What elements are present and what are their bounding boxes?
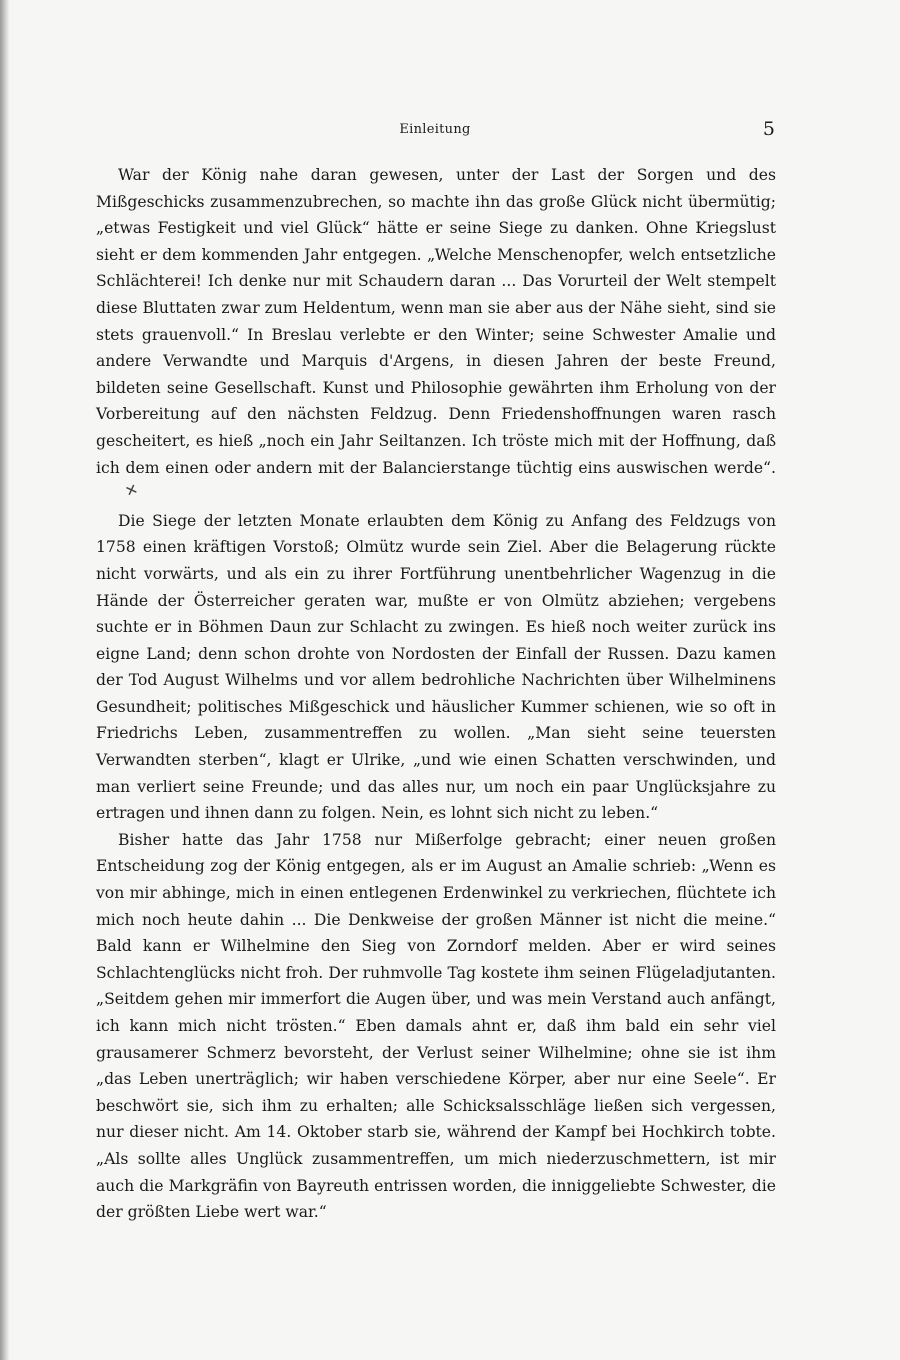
- page-number: 5: [762, 118, 775, 140]
- paragraph: [96, 508, 776, 827]
- body-text: [96, 162, 776, 1226]
- paragraph-text: Die Siege der letzten Monate erlaubten dem König zu Anfang des Feldzugs von 1758 einen kräftigen Vorstoß; Olmütz wurde sein Ziel. Aber die Belagerung rückte nicht vorwärts, und als ein zu ihrer Fortführung unentbehrlicher Wagenzug in die Hände der Österreicher geraten war, mußte er von Olmütz abziehen; vergebens suchte er in Böhmen Daun zur Schlacht zu zwingen. Es hieß noch weiter zurück ins eigne Land; denn schon drohte von Nordosten der Einfall der Russen. Dazu kamen der Tod August Wilhelms und vor allem bedrohliche Nachrichten über Wilhelminens Gesundheit; politisches Mißgeschick und häuslicher Kummer schienen, wie so oft in Friedrichs Leben, zusammentreffen zu wollen. „Man sieht seine teuersten Verwandten sterben“, klagt er Ulrike, „und wie einen Schatten verschwinden, und man verliert seine Freunde; und das alles nur, um noch ein paar Unglücksjahre zu ertragen und ihnen dann zu folgen. Nein, es lohnt sich nicht zu leben.“: [96, 511, 776, 823]
- paragraph-text: War der König nahe daran gewesen, unter der Last der Sorgen und des Mißgeschicks zusammenzubrechen, so machte ihn das große Glück nicht übermütig; „etwas Festigkeit und viel Glück“ hätte er seine Siege zu danken. Ohne Kriegslust sieht er dem kommenden Jahr entgegen. „Welche Menschenopfer, welch entsetzliche Schlächterei! Ich denke nur mit Schaudern daran ... Das Vorurteil der Welt stempelt diese Bluttaten zwar zum Heldentum, wenn man sie aber aus der Nähe sieht, sind sie stets grauenvoll.“ In Breslau verlebte er den Winter; seine Schwester Amalie und andere Verwandte und Marquis d'Argens, in diesen Jahren der beste Freund, bildeten seine Gesellschaft. Kunst und Philosophie gewährten ihm Erholung von der Vorbereitung auf den nächsten Feldzug. Denn Friedenshoffnungen waren rasch gescheitert, es hieß „noch ein Jahr Seiltanzen. Ich tröste mich mit der Hoffnung, daß ich dem einen oder andern mit der Balancierstange tüchtig eins auswischen werde“.: [96, 166, 776, 477]
- page-header: [95, 118, 775, 142]
- paragraph-text: Bisher hatte das Jahr 1758 nur Mißerfolge gebracht; einer neuen großen Entscheidung zog der König entgegen, als er im August an Amalie schrieb: „Wenn es von mir abhinge, mich in einen entlegenen Erdenwinkel zu verkriechen, flüchtete ich mich noch heute dahin ... Die Denkweise der großen Männer ist nicht die meine.“ Bald kann er Wilhelmine den Sieg von Zorndorf melden. Aber er wird seines Schlachtenglücks nicht froh. Der ruhmvolle Tag kostete ihm seinen Flügeladjutanten. „Seitdem gehen mir immerfort die Augen über, und was mein Verstand auch anfängt, ich kann mich nicht trösten.“ Eben damals ahnt er, daß ihm bald ein sehr viel grausamerer Schmerz bevorsteht, der Verlust seiner Wilhelmine; ohne sie ist ihm „das Leben unerträglich; wir haben verschiedene Körper, aber nur eine Seele“. Er beschwört sie, sich ihm zu erhalten; alle Schicksalsschläge ließen sich vergessen, nur dieser nicht. Am 14. Oktober starb sie, während der Kampf bei Hochkirch tobte. „Als sollte alles Unglück zusammentreffen, um mich niederzuschmettern, ist mir auch die Markgräfin von Bayreuth entrissen worden, die inniggeliebte Schwester, die der größten Liebe wert war.“: [96, 830, 776, 1222]
- page-gutter-shadow: [0, 0, 9, 1360]
- paragraph: [96, 827, 776, 1226]
- pencil-mark-annotation: ✕: [122, 479, 141, 501]
- running-head: Einleitung: [399, 122, 471, 137]
- paragraph: [96, 162, 776, 508]
